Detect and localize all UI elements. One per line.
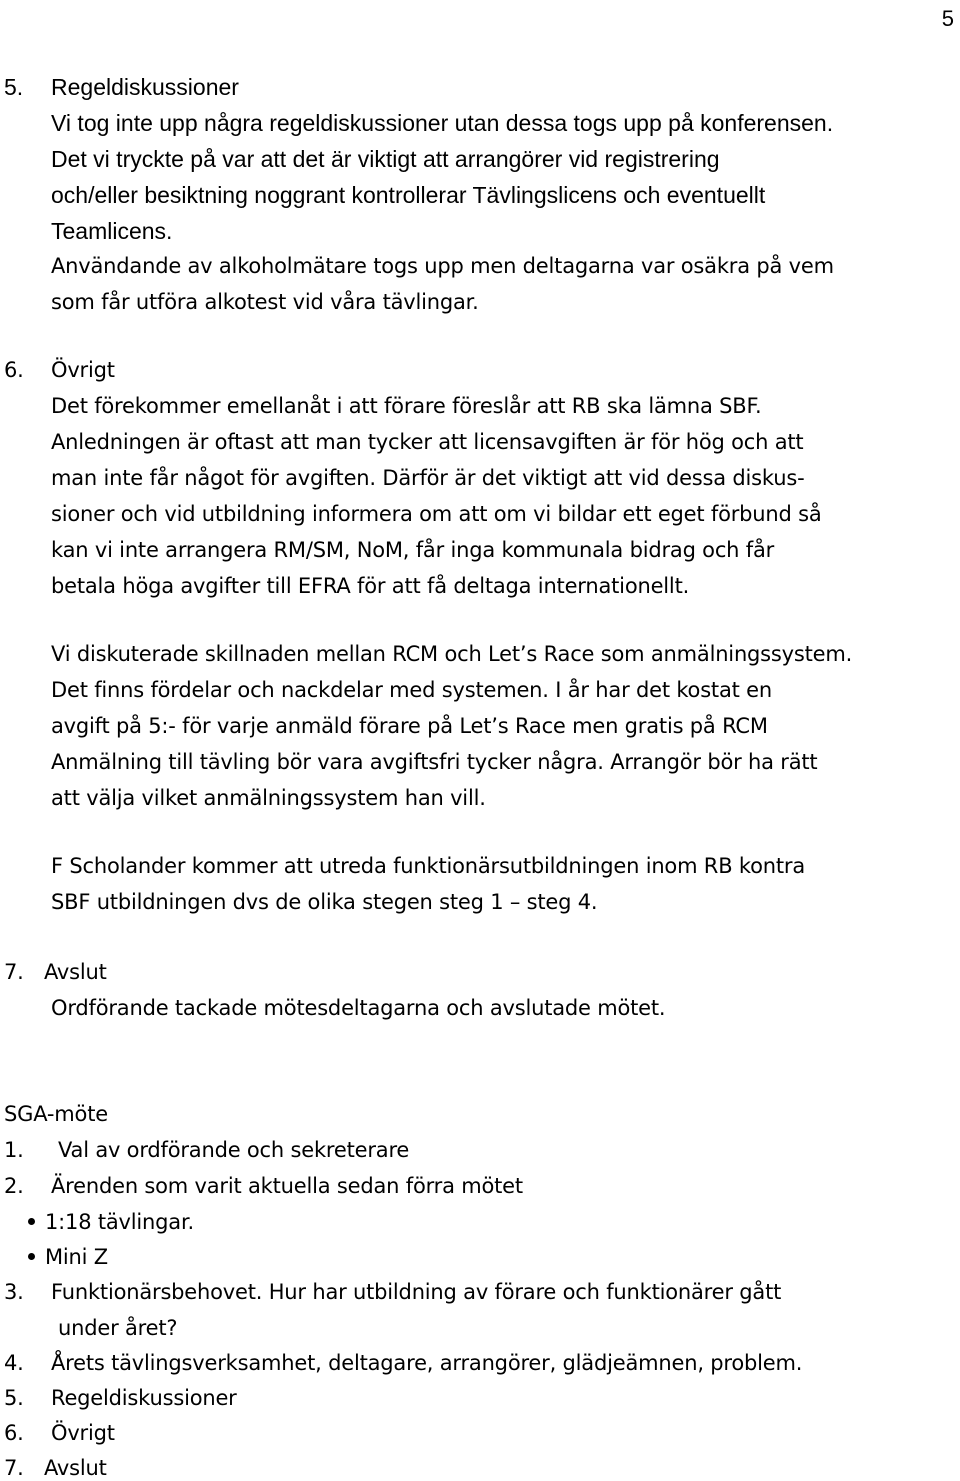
section-5-heading: Regeldiskussioner: [51, 74, 239, 100]
sga-item-number: 3.: [4, 1280, 24, 1304]
sga-item-text: Avslut: [44, 1456, 107, 1480]
bullet-icon: [28, 1218, 35, 1225]
sga-item-number: 2.: [4, 1174, 24, 1198]
section-6-heading: Övrigt: [51, 358, 115, 382]
section-6-line: avgift på 5:- för varje anmäld förare på Let’s Race men gratis på RCM: [51, 714, 768, 738]
bullet-icon: [28, 1253, 35, 1260]
section-6-line: kan vi inte arrangera RM/SM, NoM, får inga kommunala bidrag och får: [51, 538, 775, 562]
sga-item-text: Ärenden som varit aktuella sedan förra mötet: [51, 1174, 523, 1198]
sga-bullet-text: 1:18 tävlingar.: [45, 1210, 194, 1234]
sga-item-text: Val av ordförande och sekreterare: [58, 1138, 410, 1162]
section-5-line: och/eller besiktning noggrant kontrollerar Tävlingslicens och eventuellt: [51, 182, 766, 208]
section-5-line: Vi tog inte upp några regeldiskussioner utan dessa togs upp på konferensen.: [51, 110, 834, 136]
sga-item-text: Årets tävlingsverksamhet, deltagare, arrangörer, glädjeämnen, problem.: [51, 1351, 803, 1375]
sga-item-number: 6.: [4, 1421, 24, 1445]
sga-item-number: 5.: [4, 1386, 24, 1410]
section-7-number: 7.: [4, 960, 24, 984]
sga-bullet-item: [28, 1212, 194, 1233]
sga-bullet-item: [28, 1247, 108, 1268]
sga-item-text: Regeldiskussioner: [51, 1386, 237, 1410]
section-6-line: Vi diskuterade skillnaden mellan RCM och Let’s Race som anmälningssystem.: [51, 642, 853, 666]
sga-item-number: 7.: [4, 1456, 24, 1480]
section-6-line: Det finns fördelar och nackdelar med systemen. I år har det kostat en: [51, 678, 772, 702]
sga-title: SGA-möte: [4, 1102, 108, 1126]
section-6-line: sioner och vid utbildning informera om att om vi bildar ett eget förbund så: [51, 502, 822, 526]
section-6-number: 6.: [4, 358, 24, 382]
section-6-line: att välja vilket anmälningssystem han vill.: [51, 786, 486, 810]
sga-item-number: 1.: [4, 1138, 24, 1162]
sga-item-text: Övrigt: [51, 1421, 115, 1445]
section-6-line: Anledningen är oftast att man tycker att licensavgiften är för hög och att: [51, 430, 804, 454]
section-5-number: 5.: [4, 74, 24, 100]
section-5-line: som får utföra alkotest vid våra tävlingar.: [51, 290, 479, 314]
section-6-line: Anmälning till tävling bör vara avgiftsfri tycker några. Arrangör bör ha rätt: [51, 750, 818, 774]
section-5-line: Det vi tryckte på var att det är viktigt att arrangörer vid registrering: [51, 146, 720, 172]
section-5-line: Användande av alkoholmätare togs upp men deltagarna var osäkra på vem: [51, 254, 834, 278]
sga-item-number: 4.: [4, 1351, 24, 1375]
section-6-line: F Scholander kommer att utreda funktionärsutbildningen inom RB kontra: [51, 854, 805, 878]
section-5-line: Teamlicens.: [51, 218, 173, 244]
section-6-line: man inte får något för avgiften. Därför är det viktigt att vid dessa diskus-: [51, 466, 805, 490]
section-7-heading: Avslut: [44, 960, 107, 984]
page-number: 5: [941, 6, 954, 31]
section-6-line: SBF utbildningen dvs de olika stegen steg 1 – steg 4.: [51, 890, 598, 914]
section-6-line: Det förekommer emellanåt i att förare föreslår att RB ska lämna SBF.: [51, 394, 762, 418]
sga-bullet-text: Mini Z: [45, 1245, 108, 1269]
section-6-line: betala höga avgifter till EFRA för att få deltaga internationellt.: [51, 574, 690, 598]
sga-item-continuation: under året?: [58, 1316, 178, 1340]
section-7-line: Ordförande tackade mötesdeltagarna och avslutade mötet.: [51, 996, 666, 1020]
sga-item-text: Funktionärsbehovet. Hur har utbildning av förare och funktionärer gått: [51, 1280, 782, 1304]
